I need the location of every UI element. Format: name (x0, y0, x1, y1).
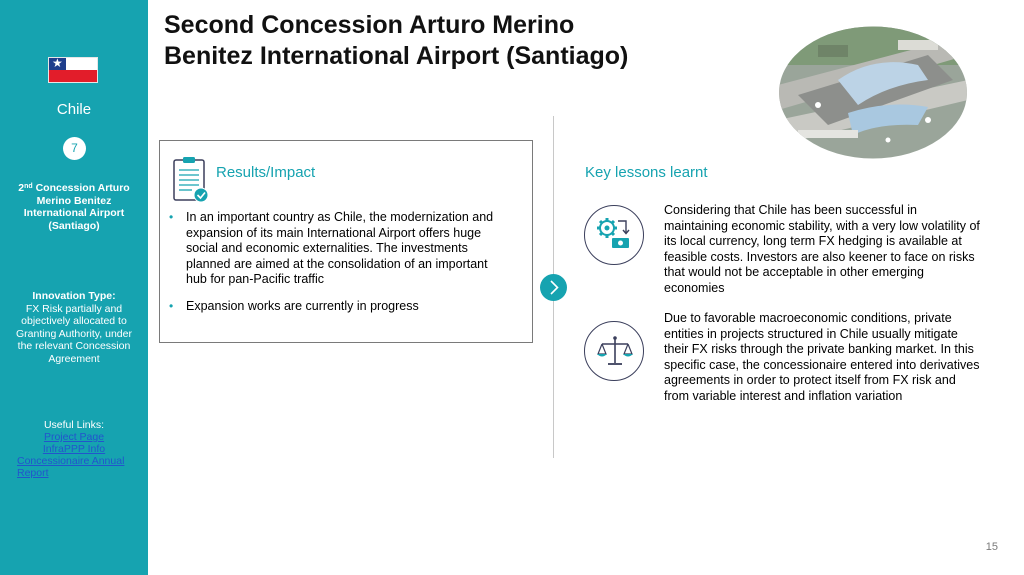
bullet-text: In an important country as Chile, the modernization and expansion of its main International Airport offers huge social and economic externalities. The investments planned are aimed at the consolidation of an important hub for pan-Pacific traffic (186, 210, 494, 286)
innovation-type-text: FX Risk partially and objectively allocated to Granting Authority, under the relevant Concession Agreement (16, 302, 132, 365)
results-impact-box (159, 140, 533, 343)
results-bullet-list (168, 210, 508, 325)
bullet-text: Expansion works are currently in progress (186, 298, 419, 313)
page-title-line-2: Benitez International Airport (Santiago) (164, 42, 629, 70)
bullet-icon: • (169, 298, 174, 313)
gear-money-icon (584, 205, 644, 265)
lesson-text-2: Due to favorable macroeconomic conditions, private entities in projects structured in Chile usually mitigate their FX risks through the private banking market. In this specific case, the concessionaire entered into derivatives agreements in order to protect itself from FX risk and from variable interest and inflation variation (664, 311, 980, 403)
link-infrappp-info[interactable]: InfraPPP Info (42, 443, 106, 455)
list-item (168, 299, 508, 315)
page-title (164, 10, 724, 72)
link-project-page[interactable]: Project Page (43, 431, 105, 443)
useful-links (14, 419, 134, 479)
page-title-line-1: Second Concession Arturo Merino (164, 11, 575, 39)
airport-aerial-image (778, 25, 968, 160)
balance-scale-icon (584, 321, 644, 381)
project-name: 2nd Concession Arturo Merino Benitez International Airport (Santiago) (18, 182, 130, 232)
list-item (168, 210, 508, 288)
lesson-text-1: Considering that Chile has been successful in maintaining economic stability, with a very low volatility of its local currency, long term FX hedging is available at feasible costs. Investors are also keener to face on risks that would not be acceptable in other emerging economies (664, 203, 980, 295)
innovation-type-label: Innovation Type: (32, 290, 116, 302)
next-arrow-button[interactable] (540, 274, 567, 301)
chevron-right-icon (540, 274, 567, 301)
country-name: Chile (56, 101, 92, 118)
innovation-type (12, 290, 136, 365)
key-lessons-heading: Key lessons learnt (585, 164, 708, 181)
chile-flag-icon: ★ (48, 57, 98, 83)
useful-links-label: Useful Links: (43, 419, 105, 431)
case-number-badge: 7 (63, 137, 86, 160)
bullet-icon: • (169, 210, 174, 224)
clipboard-check-icon (172, 155, 210, 205)
link-concessionaire-annual-report[interactable]: Concessionaire Annual Report (17, 455, 125, 479)
results-impact-heading: Results/Impact (216, 164, 316, 181)
sidebar (0, 0, 148, 575)
page-number: 15 (985, 541, 998, 553)
